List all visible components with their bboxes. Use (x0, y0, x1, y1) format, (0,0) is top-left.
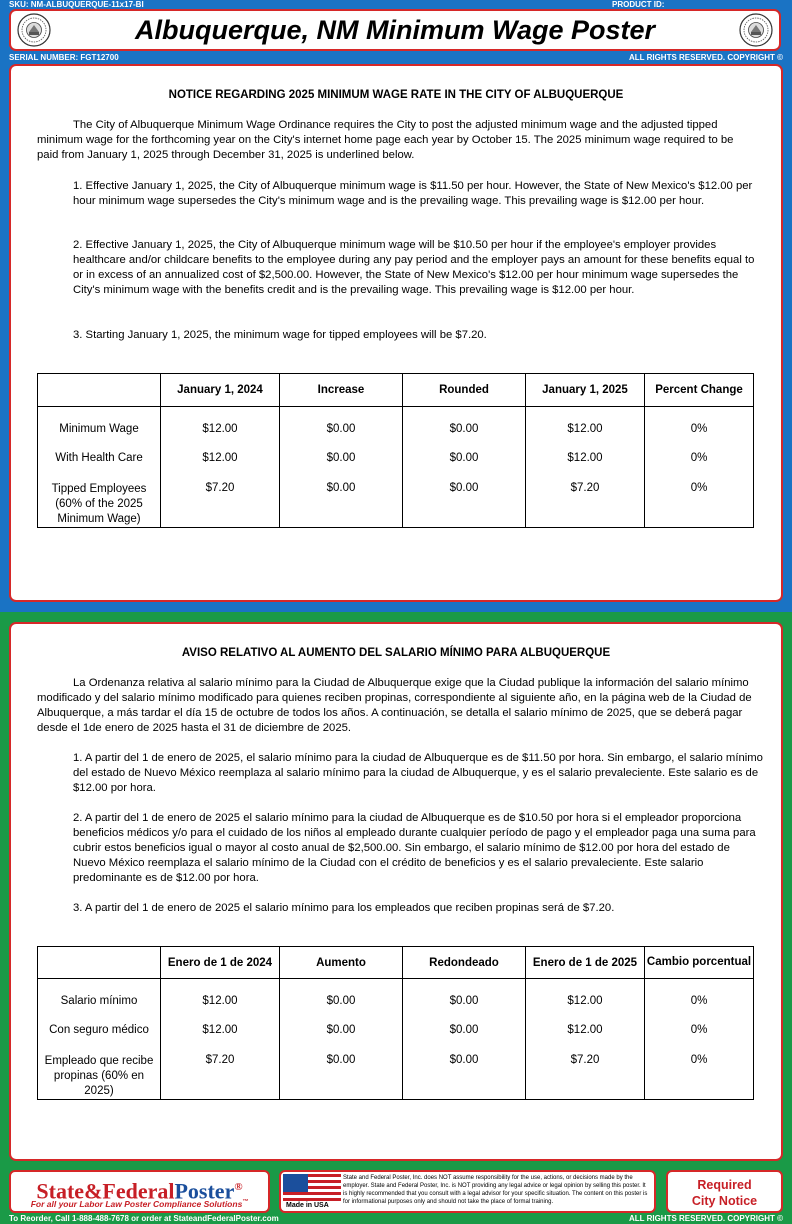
table-cell: 0% (645, 1039, 754, 1100)
table-row (38, 407, 754, 437)
serial-bar (0, 52, 792, 64)
disclaimer-box (279, 1170, 656, 1213)
copyright-top: ALL RIGHTS RESERVED. COPYRIGHT © (628, 53, 783, 62)
table-cell: $7.20 (526, 467, 645, 528)
english-heading: NOTICE REGARDING 2025 MINIMUM WAGE RATE IN THE CITY OF ALBUQUERQUE (168, 89, 624, 101)
table-cell: $0.00 (280, 437, 403, 467)
city-seal-icon (739, 13, 773, 47)
serial-number: SERIAL NUMBER: FGT12700 (9, 53, 119, 62)
made-in-usa-label: Made in USA (286, 1202, 329, 1209)
reorder-info: To Reorder, Call 1-888-488-7678 or order at StateandFederalPoster.com (9, 1214, 279, 1223)
table-cell: $12.00 (161, 407, 280, 437)
spanish-item-2: 2. A partir del 1 de enero de 2025 el salario mínimo para la ciudad de Albuquerque es de $10.50 por hora si el empleador proporciona beneficios médicos y/o para el cuidado de los niños al empleado durante cualquier período de pago y el empleador paga una suma para cubrir estos beneficios igual o mayor al costo anual de $2,500.00. Sin embargo, el salario mínimo de $12.00 por hora del estado de Nuevo México reemplaza el salario mínimo de la Ciudad con el crédito de beneficios y es el salario prevaleciente. Este salario predominante es de $12.00 por hora. (73, 812, 756, 884)
table-cell: Salario mínimo (38, 979, 161, 1009)
sku-label: SKU: NM-ALBUQUERQUE-11x17-BI (9, 0, 144, 9)
table-cell: $0.00 (403, 1009, 526, 1039)
city-seal-icon (17, 13, 51, 47)
table-cell: 0% (645, 1009, 754, 1039)
table-cell: Con seguro médico (38, 1009, 161, 1039)
brand-logo: State&FederalPoster® (36, 1178, 243, 1204)
table-cell: 0% (645, 467, 754, 528)
table-cell: $0.00 (403, 407, 526, 437)
table-header: Enero de 1 de 2024 (161, 947, 280, 979)
required-city-notice: Required City Notice (691, 1178, 758, 1208)
table-cell: $7.20 (161, 1039, 280, 1100)
table-cell: With Health Care (38, 437, 161, 467)
english-item-2: 2. Effective January 1, 2025, the City of Albuquerque minimum wage will be $10.50 per hour if the employee's employer provides healthcare and/or childcare benefits to the employee during any pay period and the employer pays an amount for these benefits equal to or in excess of an annualized cost of $2,500.00. However, the State of New Mexico's $12.00 per hour minimum wage supersedes the City's minimum wage with the benefits credit and is the prevailing wage. This prevailing wage is $12.00 per hour. (73, 239, 755, 296)
table-row (38, 1039, 754, 1100)
table-cell: $0.00 (403, 1039, 526, 1100)
table-cell: $7.20 (526, 1039, 645, 1100)
product-id-label: PRODUCT ID: (612, 0, 665, 9)
table-cell: $12.00 (161, 437, 280, 467)
table-cell: $0.00 (280, 1039, 403, 1100)
table-cell: $0.00 (280, 407, 403, 437)
page-title: Albuquerque, NM Minimum Wage Poster (134, 15, 656, 45)
spanish-item-1: 1. A partir del 1 de enero de 2025, el salario mínimo para la ciudad de Albuquerque es de $11.50 por hora. Sin embargo, el salario mínimo del estado de Nuevo México reemplaza al salario mínimo para la ciudad de Albuquerque, y es el salario prevaleciente. Este salario es de $12.00 por hora. (73, 752, 763, 794)
table-cell: $0.00 (280, 467, 403, 528)
table-cell: Minimum Wage (38, 407, 161, 437)
bottom-bar (0, 1213, 792, 1224)
table-header: Rounded (403, 374, 526, 407)
brand-tagline: For all your Labor Law Poster Compliance Solutions™ (30, 1199, 249, 1209)
table-cell: Empleado que recibe propinas (60% en 2025) (38, 1039, 161, 1100)
table-header: Percent Change (645, 374, 754, 407)
english-item-3: 3. Starting January 1, 2025, the minimum wage for tipped employees will be $7.20. (73, 329, 487, 341)
table-cell: 0% (645, 407, 754, 437)
table-cell: $12.00 (526, 1009, 645, 1039)
table-cell: $0.00 (403, 437, 526, 467)
table-cell: $12.00 (526, 407, 645, 437)
table-cell: $0.00 (403, 979, 526, 1009)
table-cell: $0.00 (280, 979, 403, 1009)
table-cell: Tipped Employees (60% of the 2025 Minimum Wage) (38, 467, 161, 528)
table-cell: $7.20 (161, 467, 280, 528)
table-cell: $0.00 (403, 467, 526, 528)
table-cell: $12.00 (526, 979, 645, 1009)
table-cell: 0% (645, 979, 754, 1009)
title-box (9, 9, 781, 51)
english-rate-table (37, 373, 754, 528)
spanish-heading: AVISO RELATIVO AL AUMENTO DEL SALARIO MÍNIMO PARA ALBUQUERQUE (181, 647, 611, 659)
table-cell: $0.00 (280, 1009, 403, 1039)
table-cell: 0% (645, 437, 754, 467)
table-header: Aumento (280, 947, 403, 979)
table-header: Enero de 1 de 2025 (526, 947, 645, 979)
table-header: Redondeado (403, 947, 526, 979)
table-cell: $12.00 (161, 1009, 280, 1039)
spanish-intro: La Ordenanza relativa al salario mínimo para la Ciudad de Albuquerque exige que la Ciudad publique la información del salario mínimo modificado y del salario mínimo modificado para quienes reciben propinas, correspondiente al siguiente año, en la página web de la Ciudad de Albuquerque, a más tardar el día 15 de octubre de todos los años. A continuación, se detalla el salario mínimo de 2025, que se deberá pagar desde el 1de enero de 2025 hasta el 31 de diciembre de 2025. (37, 677, 752, 734)
table-row (38, 437, 754, 467)
brand-logo-box (9, 1170, 270, 1213)
table-cell: $12.00 (161, 979, 280, 1009)
table-header: Increase (280, 374, 403, 407)
disclaimer-text: State and Federal Poster, Inc. does NOT assume responsibility for the use, actions, or decisions made by the employer. State and Federal Poster, Inc. is NOT providing any legal advice or legal opinion by selling this poster. It is highly recommended that you consult with a legal advisor for your specific situation. The content on this poster is for informational purposes only and should not take the place of formal training. (343, 1175, 648, 1205)
copyright-bottom: ALL RIGHTS RESERVED. COPYRIGHT © (628, 1214, 783, 1223)
spanish-rate-table (37, 946, 754, 1100)
table-cell: $12.00 (526, 437, 645, 467)
table-header: January 1, 2024 (161, 374, 280, 407)
spanish-notice-panel (9, 622, 783, 1161)
table-header (38, 947, 161, 979)
table-row (38, 1009, 754, 1039)
table-header: Cambio porcentual (645, 947, 754, 979)
english-intro: The City of Albuquerque Minimum Wage Ordinance requires the City to post the adjusted minimum wage and the adjusted tipped minimum wage for the forthcoming year on the City's internet home page each year by October 15. The 2025 minimum wage required to be paid from January 1, 2025 through December 31, 2025 is underlined below. (37, 119, 734, 161)
required-notice-box (666, 1170, 783, 1213)
table-row (38, 979, 754, 1009)
table-row (38, 467, 754, 528)
table-header (38, 374, 161, 407)
table-header: January 1, 2025 (526, 374, 645, 407)
spanish-item-3: 3. A partir del 1 de enero de 2025 el salario mínimo para los empleados que reciben propinas será de $7.20. (73, 902, 615, 914)
english-item-1: 1. Effective January 1, 2025, the City of Albuquerque minimum wage is $11.50 per hour. However, the State of New Mexico's $12.00 per hour minimum wage supersedes the City's minimum wage and is the prevailing wage. This prevailing wage is $12.00 per hour. (73, 180, 753, 207)
english-notice-panel (9, 64, 783, 602)
